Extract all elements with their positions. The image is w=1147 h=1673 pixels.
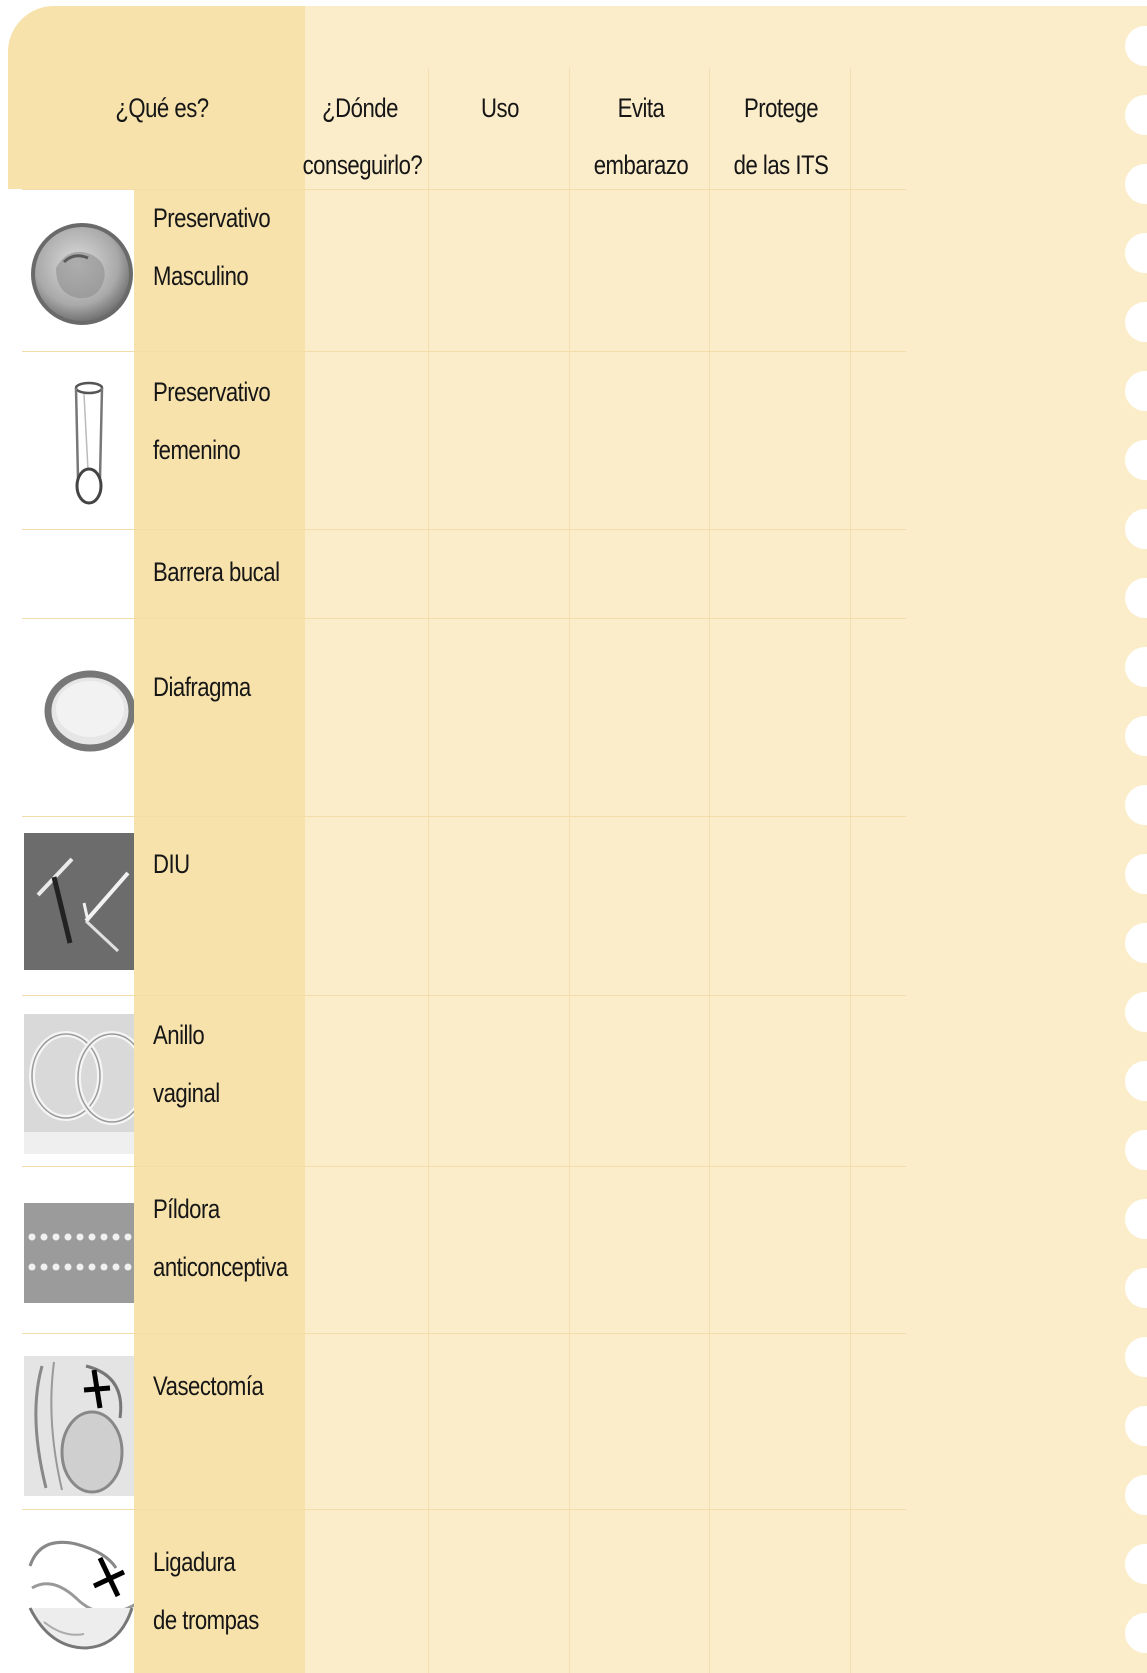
binding-hole [1125,440,1147,480]
row-divider [22,618,906,619]
row-label-diu: DIU [153,849,190,879]
binding-hole [1125,1613,1147,1653]
binding-hole [1125,923,1147,963]
column-divider [569,68,570,1673]
binding-hole [1125,1199,1147,1239]
pill-pack-icon [24,1203,134,1303]
binding-hole [1125,371,1147,411]
row-label-vasectomia: Vasectomía [153,1371,264,1401]
binding-hole [1125,1544,1147,1584]
binding-hole [1125,716,1147,756]
header-protege-its: Protege de las ITS [733,93,829,180]
binding-hole [1125,647,1147,687]
header-uso: Uso [481,93,519,123]
row-label-anillo-vaginal: Anillo vaginal [153,1020,220,1108]
row-divider [22,1166,906,1167]
binding-hole [1125,1130,1147,1170]
header-que-es: ¿Qué es? [115,93,209,123]
row-label-preservativo-femenino: Preservativo femenino [153,377,271,465]
column-divider [850,68,851,1673]
female-condom-icon [24,374,134,514]
binding-hole [1125,1406,1147,1446]
row-divider [22,816,906,817]
binding-hole [1125,26,1147,66]
binding-hole [1125,1475,1147,1515]
male-condom-icon [24,206,134,336]
header-donde-conseguirlo: ¿Dónde conseguirlo? [302,93,423,180]
binding-hole [1125,509,1147,549]
binding-hole [1125,992,1147,1032]
vasectomy-icon [24,1356,134,1496]
row-divider [22,1509,906,1510]
binding-hole [1125,164,1147,204]
row-label-ligadura-de-trompas: Ligadura de trompas [153,1547,259,1635]
worksheet-table [8,6,1147,1673]
binding-hole [1125,302,1147,342]
binding-hole [1125,785,1147,825]
row-divider [22,529,906,530]
row-divider [22,995,906,996]
row-label-preservativo-masculino: Preservativo Masculino [153,203,271,291]
binding-holes [1107,0,1147,1673]
binding-hole [1125,233,1147,273]
column-divider [428,68,429,1673]
diaphragm-icon [24,661,134,761]
tubal-ligation-icon [24,1526,134,1673]
binding-hole [1125,1061,1147,1101]
binding-hole [1125,1337,1147,1377]
iud-icon [24,833,134,970]
column-divider [709,68,710,1673]
binding-hole [1125,1268,1147,1308]
row-divider [22,351,906,352]
binding-hole [1125,95,1147,135]
row-divider [22,1333,906,1334]
row-label-pildora-anticonceptiva: Píldora anticonceptiva [153,1194,288,1282]
header-evita-embarazo: Evita embarazo [593,93,689,180]
row-label-diafragma: Diafragma [153,672,251,702]
row-label-barrera-bucal: Barrera bucal [153,557,280,587]
binding-hole [1125,854,1147,894]
binding-hole [1125,578,1147,618]
vaginal-ring-icon [24,1014,134,1154]
